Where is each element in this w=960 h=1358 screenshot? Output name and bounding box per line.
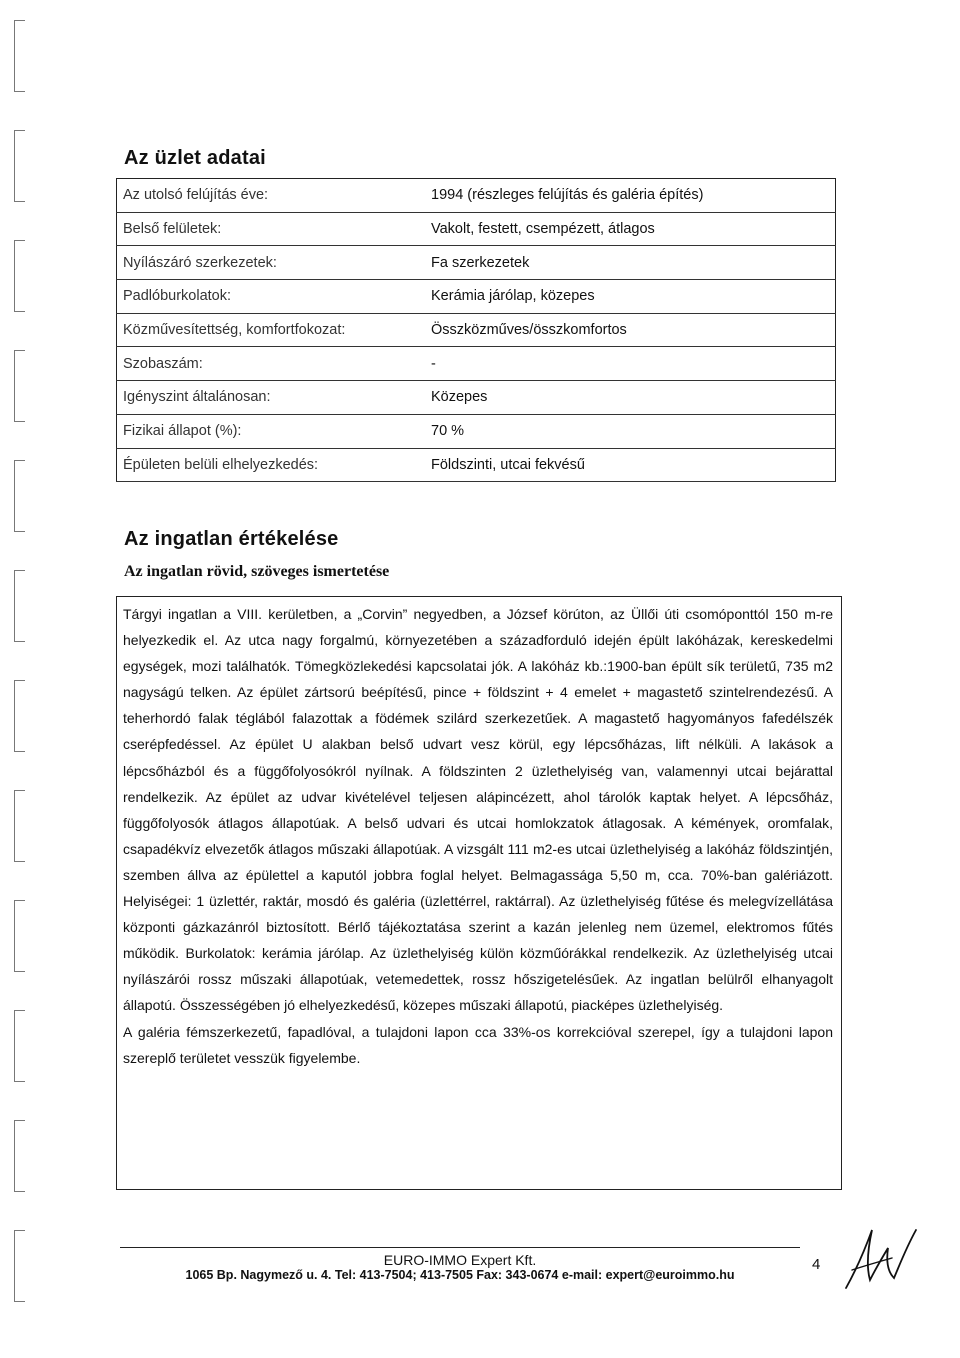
details-label: Fizikai állapot (%): bbox=[117, 414, 426, 448]
details-label: Közművesítettség, komfortfokozat: bbox=[117, 313, 426, 347]
details-row bbox=[117, 246, 836, 280]
footer-company-name: EURO-IMMO Expert Kft. bbox=[383, 1252, 537, 1268]
details-value: Vakolt, festett, csempézett, átlagos bbox=[425, 212, 836, 246]
details-value: Kerámia járólap, közepes bbox=[425, 280, 836, 314]
section-title-shop-data: Az üzlet adatai bbox=[124, 147, 266, 169]
details-label: Nyílászáró szerkezetek: bbox=[117, 246, 426, 280]
footer-contact-line: 1065 Bp. Nagymező u. 4. Tel: 413-7504; 413-7505 Fax: 343-0674 e-mail: expert@euroimmo.hu bbox=[185, 1268, 735, 1282]
details-row bbox=[117, 347, 836, 381]
handwritten-signature bbox=[842, 1218, 922, 1298]
shop-details-table bbox=[116, 178, 836, 482]
details-value: Fa szerkezetek bbox=[425, 246, 836, 280]
details-label: Belső felületek: bbox=[117, 212, 426, 246]
details-label: Szobaszám: bbox=[117, 347, 426, 381]
details-value: Közepes bbox=[425, 381, 836, 415]
details-value: 1994 (részleges felújítás és galéria építés) bbox=[425, 179, 836, 213]
details-value: - bbox=[425, 347, 836, 381]
details-value: 70 % bbox=[425, 414, 836, 448]
details-row bbox=[117, 448, 836, 482]
details-row bbox=[117, 381, 836, 415]
description-paragraph-gallery: A galéria fémszerkezetű, fapadlóval, a tulajdoni lapon cca 33%-os korrekcióval szerepel, így a tulajdoni lapon szereplő területet vesszük figyelembe. bbox=[123, 1023, 833, 1066]
details-value: Összközműves/összkomfortos bbox=[425, 313, 836, 347]
property-description-box bbox=[116, 596, 842, 1190]
description-paragraph-main: Tárgyi ingatlan a VIII. kerületben, a „Corvin” negyedben, a József körúton, az Üllői úti csomóponttól 150 m-re helyezkedik el. Az utca nagy forgalmú, környezetében a századforduló idején épült lakóházak, kereskedelmi egységek, mozi találhatók. Tömegközlekedési kapcsolatai jók. A lakóház kb.:1900-ban épült sík területű, 735 m2 nagyságú telken. Az épület zártsorú beépítésű, pince + földszint + 4 emelet + magastető szintelrendezésű. A teherhordó falak téglából falazottak a födémek szilárd szerkezetűek. A magastető hagyományos fafedélszék cserépfedéssel. Az épület U alakban belső udvart vesz körül, egy lépcsőházas, lift nélküli. A lakások a lépcsőházból és a függőfolyosókról nyílnak. A földszinten 2 üzlethelyiség van, valamennyi utcai bejárattal rendelkezik. Az épület az udvar kivételével teljesen alápincézett, ahol tárolók kaptak helyet. A lépcsőház, függőfolyosók átlagos állapotúak. A belső udvari és utcai homlokzatok átlagosak. A kémények, oromfalak, csapadékvíz elvezetők átlagos műszaki állapotúak. A vizsgált 111 m2-es utcai üzlethelyiség a lakóház földszintjén, szemben állva az épülettel a kaputól jobbra foglal helyet. Belmagassága 5,50 m, cca. 70%-ban galériázott. Helyiségei: 1 üzlettér, raktár, mosdó és galéria (üzlettérrel, raktárral). Az üzlethelyiség fűtése és melegvízellátása központi gázkazánról biztosított. Bérlő tájékoztatása szerint a kazán jelenleg nem üzemel, elektromos fűtés működik. Burkolatok: kerámia járólap. Az üzlethelyiség külön közműórákkal rendelkezik. Az üzlethelyiség utcai nyílászárói rossz műszaki állapotúak, vetemedettek, rossz hőszigetelésűek. Az ingatlan belülről elhanyagolt állapotú. Összességében jó elhelyezkedésű, közepes műszaki állapotú, piacképes üzlethelyiség. bbox=[123, 606, 833, 1014]
footer-divider bbox=[120, 1247, 800, 1248]
details-label: Igényszint általánosan: bbox=[117, 381, 426, 415]
details-label: Az utolsó felújítás éve: bbox=[117, 179, 426, 213]
details-row bbox=[117, 414, 836, 448]
details-label: Épületen belüli elhelyezkedés: bbox=[117, 448, 426, 482]
details-row bbox=[117, 280, 836, 314]
binder-punch-marks bbox=[14, 20, 38, 1340]
section-subtitle-description: Az ingatlan rövid, szöveges ismertetése bbox=[124, 563, 390, 580]
page-number: 4 bbox=[812, 1256, 821, 1273]
details-value: Földszinti, utcai fekvésű bbox=[425, 448, 836, 482]
section-title-valuation: Az ingatlan értékelése bbox=[124, 528, 339, 550]
details-row bbox=[117, 179, 836, 213]
details-row bbox=[117, 313, 836, 347]
details-row bbox=[117, 212, 836, 246]
details-label: Padlóburkolatok: bbox=[117, 280, 426, 314]
